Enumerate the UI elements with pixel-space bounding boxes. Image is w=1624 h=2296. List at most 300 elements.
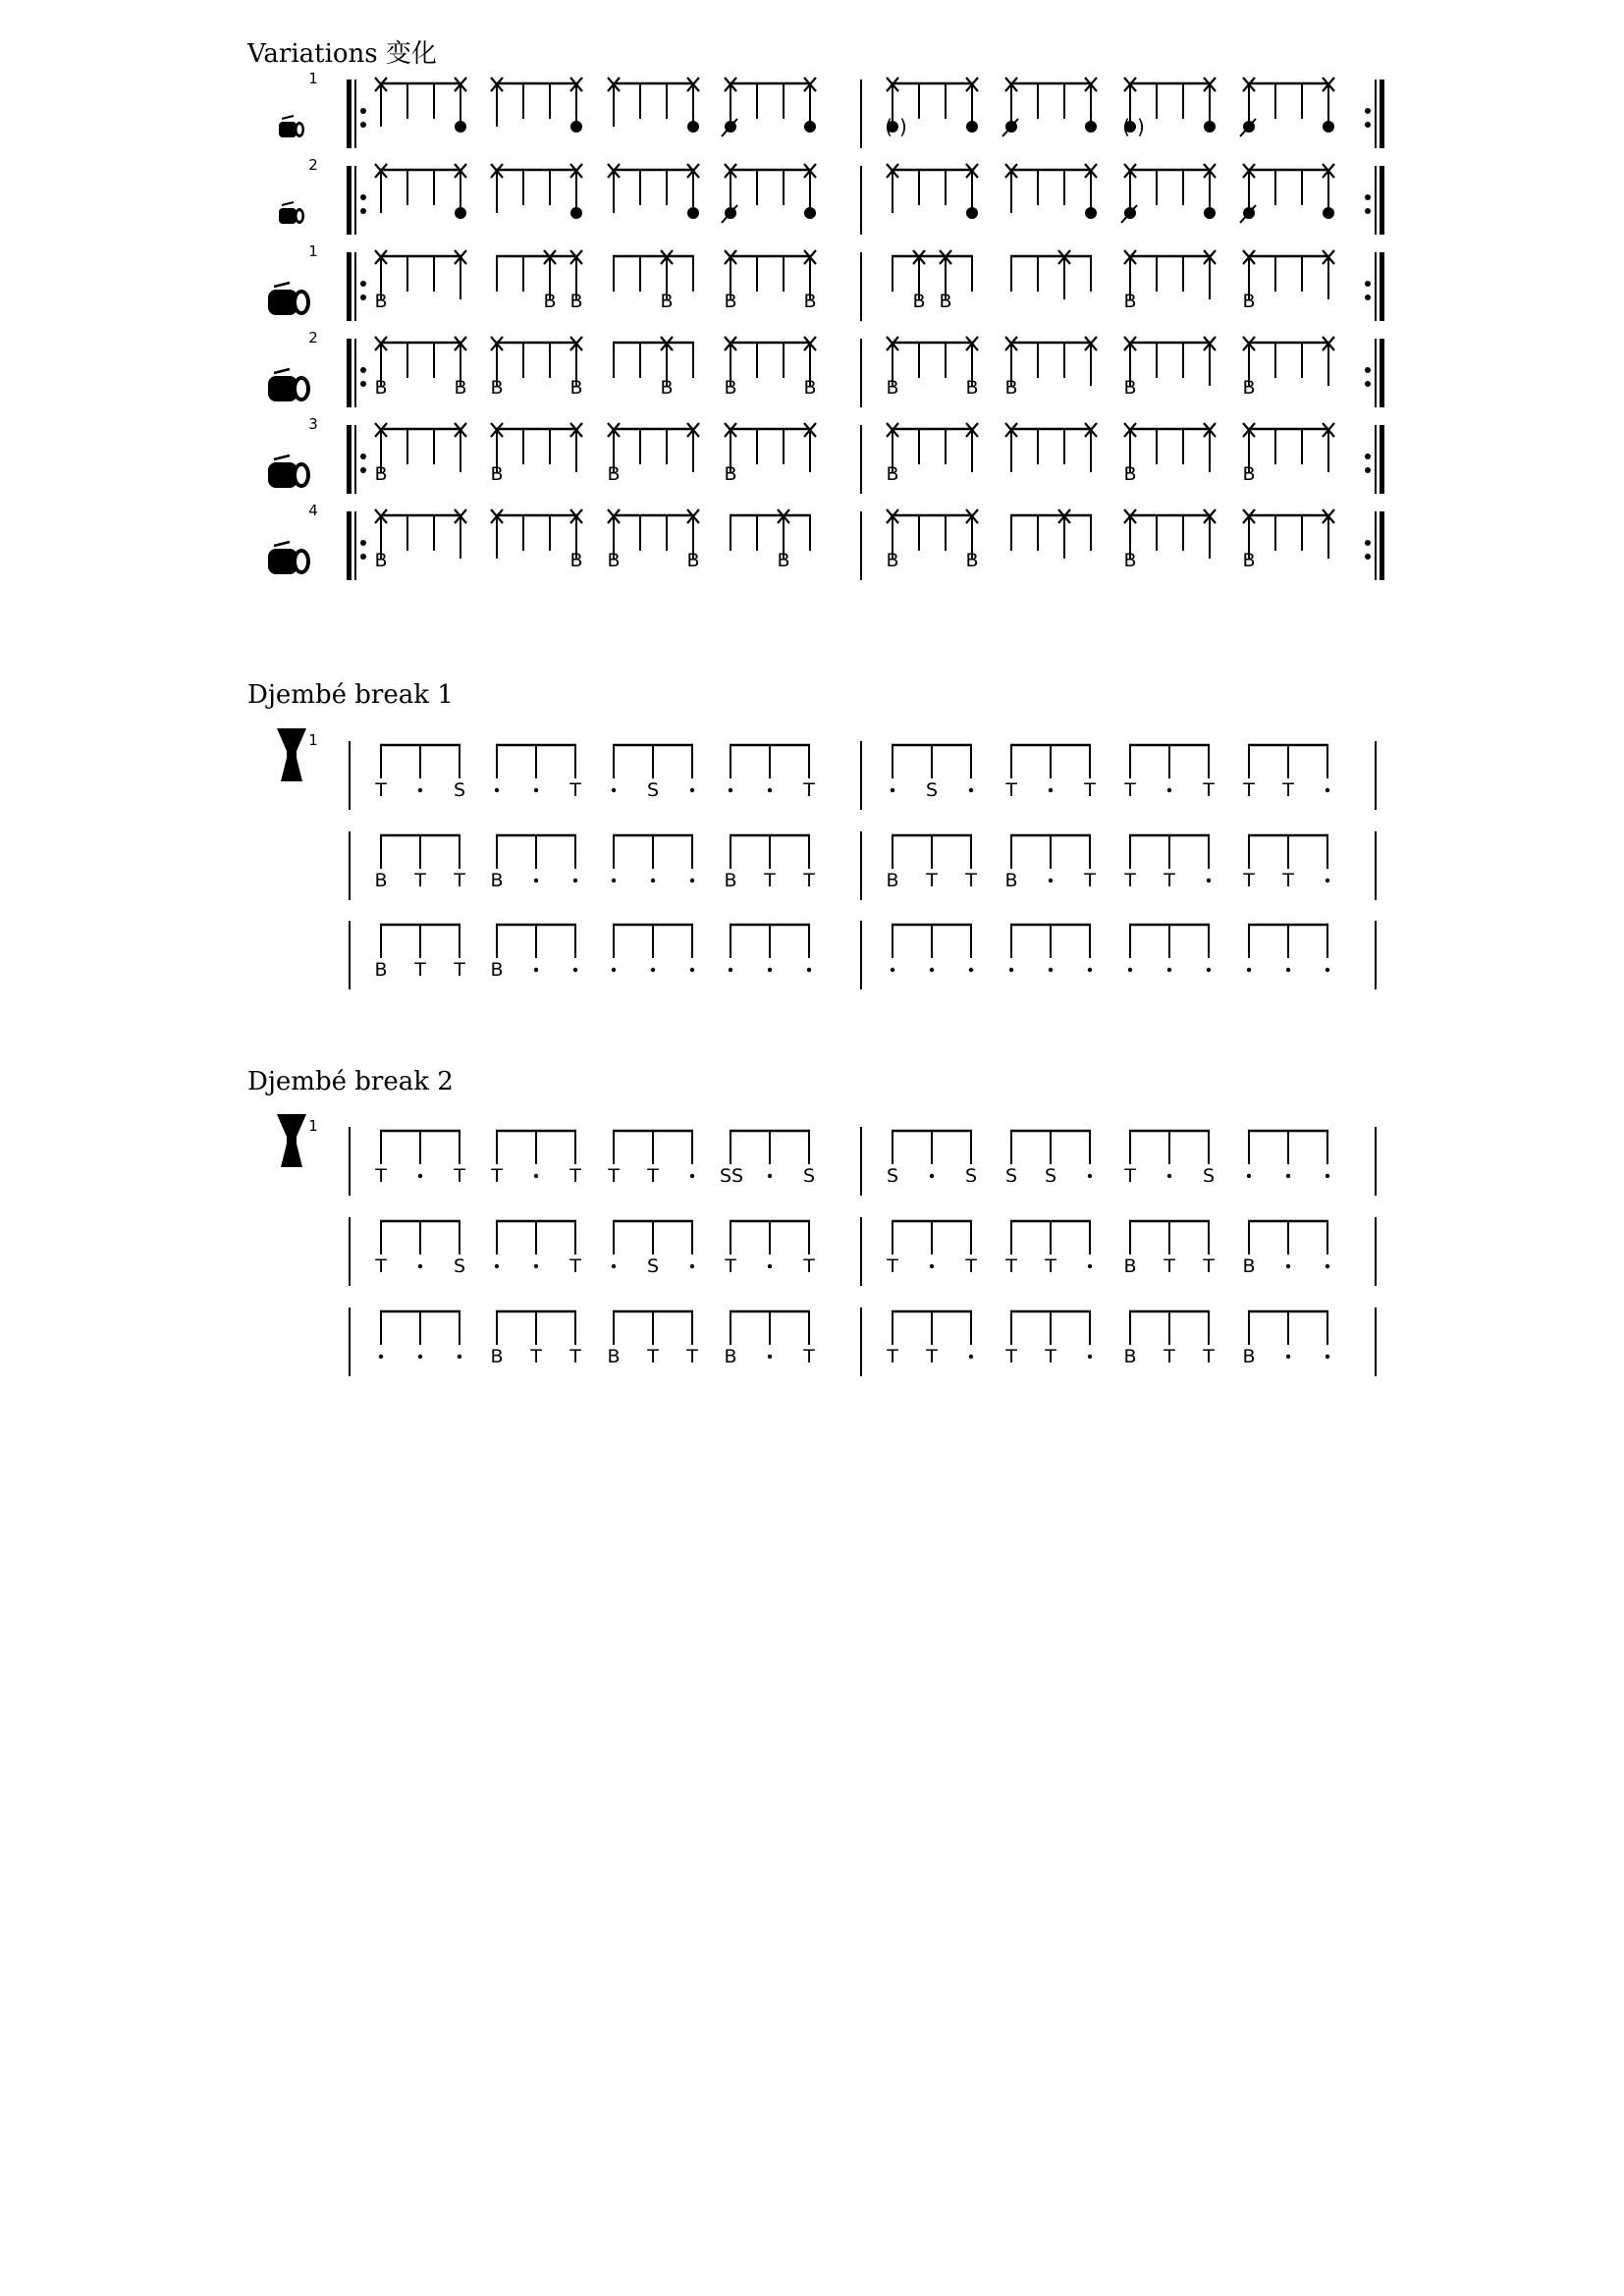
stroke-label: B (1123, 550, 1137, 571)
notation-row (268, 329, 1384, 407)
stroke-label: T (1005, 779, 1017, 801)
stroke-label: B (543, 291, 557, 312)
stroke-label: B (490, 463, 504, 485)
beat-group (374, 509, 466, 571)
bell-dot (1323, 121, 1334, 133)
paren-close: ) (899, 115, 907, 138)
rest-dot (651, 879, 655, 882)
beat-group (1242, 1221, 1329, 1277)
repeat-dot (360, 281, 366, 287)
stroke-label: S (719, 1165, 732, 1187)
stroke-label: B (374, 377, 388, 399)
beat-group (612, 925, 694, 972)
stroke-label: B (374, 550, 388, 571)
bell-dot (687, 207, 699, 219)
stroke-label: B (686, 550, 700, 571)
bell-dot (455, 207, 466, 219)
rest-dot (1247, 968, 1251, 972)
bell-dot (570, 207, 582, 219)
stroke-label: T (1005, 1346, 1017, 1367)
bell-dot (966, 207, 978, 219)
beat-group (885, 78, 978, 138)
repeat-start-thick-bar (347, 252, 352, 321)
row-number: 1 (308, 731, 318, 749)
stroke-label: B (569, 550, 583, 571)
bell-dot (804, 207, 816, 219)
rest-dot (534, 1174, 538, 1178)
stroke-label: S (802, 1165, 816, 1187)
notation-row (277, 1114, 1376, 1196)
stroke-label: B (724, 377, 737, 399)
rest-dot (651, 968, 655, 972)
beat-group (1242, 1311, 1329, 1367)
drum-head-inner (298, 211, 302, 221)
rest-dot (495, 788, 499, 792)
dundun-icon (268, 542, 310, 574)
beat-group (375, 164, 466, 219)
beat-group (491, 78, 582, 133)
beat-group (724, 250, 816, 312)
stroke-label: B (660, 291, 674, 312)
beat-group (612, 745, 694, 801)
rest-dot (1326, 788, 1329, 792)
stroke-label: T (1203, 1346, 1215, 1367)
stroke-label: B (374, 463, 388, 485)
stroke-label: T (926, 870, 938, 891)
repeat-end-thick-bar (1380, 252, 1384, 321)
repeat-dot (360, 108, 366, 114)
rest-dot (930, 1174, 934, 1178)
stroke-label: T (1282, 779, 1294, 801)
stroke-label: B (965, 550, 979, 571)
stroke-label: B (886, 870, 899, 891)
beat-group (1121, 164, 1216, 223)
rest-dot (729, 968, 732, 972)
rest-dot (1049, 788, 1053, 792)
beat-group (1004, 337, 1097, 399)
rest-dot (1088, 1355, 1092, 1359)
repeat-dot (360, 122, 366, 128)
beat-group (1242, 835, 1329, 891)
stroke-label: B (490, 870, 504, 891)
stroke-label: B (886, 377, 899, 399)
stroke-label: B (1123, 463, 1137, 485)
rest-dot (729, 788, 732, 792)
rest-dot (612, 879, 616, 882)
stroke-label: B (1242, 463, 1256, 485)
repeat-dot (1365, 108, 1371, 114)
stroke-label: T (647, 1346, 659, 1367)
beat-group (729, 925, 811, 972)
stroke-label: B (1242, 1255, 1256, 1277)
stroke-label: T (569, 1165, 581, 1187)
rest-dot (1326, 968, 1329, 972)
beat-group (608, 78, 699, 133)
row-number: 1 (308, 70, 318, 87)
stroke-label: B (374, 959, 388, 981)
stroke-label: B (1123, 1346, 1137, 1367)
rest-dot (1167, 1174, 1171, 1178)
stroke-label: T (1164, 1255, 1175, 1277)
stroke-label: B (569, 291, 583, 312)
beat-group (892, 250, 973, 312)
notation-row (350, 1308, 1376, 1376)
repeat-dot (1365, 554, 1371, 560)
section-title-variations: Variations 变化 (247, 39, 437, 69)
repeat-dot (1365, 208, 1371, 214)
notation-row (279, 156, 1384, 235)
notation-row (268, 502, 1384, 580)
rest-dot (1326, 1264, 1329, 1268)
stroke-label: S (646, 779, 660, 801)
beat-group (491, 509, 583, 571)
rest-dot (534, 879, 538, 882)
stroke-label: B (803, 377, 817, 399)
beat-group (495, 1221, 581, 1277)
bell-dot (966, 121, 978, 133)
stroke-label: B (607, 463, 621, 485)
drum-stick (274, 455, 290, 459)
stroke-label: T (1243, 870, 1255, 891)
rest-dot (1088, 968, 1092, 972)
repeat-end-thick-bar (1380, 425, 1384, 494)
stroke-label: T (414, 870, 426, 891)
drum-stick (274, 283, 290, 287)
stroke-label: B (1004, 377, 1018, 399)
rest-dot (1167, 788, 1171, 792)
rest-dot (930, 968, 934, 972)
notation-row (277, 728, 1376, 810)
beat-group (374, 250, 466, 312)
bell-dot (687, 121, 699, 133)
beat-group (887, 1131, 977, 1187)
stroke-label: T (803, 870, 815, 891)
rest-dot (1207, 968, 1211, 972)
stroke-label: T (803, 779, 815, 801)
beat-group (1240, 164, 1334, 223)
stroke-label: T (569, 1255, 581, 1277)
beat-group (724, 1311, 815, 1367)
stroke-label: T (375, 1255, 387, 1277)
drum-head-inner (297, 553, 306, 570)
rest-dot (930, 1264, 934, 1268)
rest-dot (534, 968, 538, 972)
rest-dot (458, 1355, 461, 1359)
stroke-label: T (454, 870, 465, 891)
beat-group (607, 423, 699, 485)
beat-group (607, 1311, 698, 1367)
stroke-label: T (1282, 870, 1294, 891)
beat-group (1123, 423, 1216, 485)
beat-group (612, 835, 694, 882)
rest-dot (891, 788, 894, 792)
dundun-icon (268, 369, 310, 401)
djembe-body (277, 1114, 306, 1167)
beat-group (490, 835, 577, 891)
rest-dot (1326, 1355, 1329, 1359)
stroke-label: T (887, 1255, 898, 1277)
beat-group (730, 509, 811, 571)
stroke-label: T (764, 870, 776, 891)
stroke-label: T (965, 870, 977, 891)
beat-group (1123, 250, 1216, 312)
beat-group (1004, 1221, 1092, 1277)
rest-dot (495, 1264, 499, 1268)
rest-dot (768, 1355, 772, 1359)
stroke-label: B (490, 1346, 504, 1367)
stroke-label: S (964, 1165, 978, 1187)
bell-dot (1323, 207, 1334, 219)
repeat-dot (1365, 381, 1371, 387)
beat-group (720, 1131, 815, 1187)
rest-dot (807, 968, 811, 972)
beat-group (375, 78, 466, 133)
rest-dot (1049, 879, 1053, 882)
rest-dot (1088, 1174, 1092, 1178)
repeat-dot (1365, 281, 1371, 287)
rest-dot (768, 1174, 772, 1178)
stroke-label: T (569, 1346, 581, 1367)
beat-group (374, 1221, 465, 1277)
beat-group (495, 745, 581, 801)
beat-group (1242, 337, 1334, 399)
beat-group (891, 745, 973, 801)
row-number: 2 (308, 156, 318, 174)
stroke-label: B (1242, 550, 1256, 571)
stroke-label: T (1084, 870, 1096, 891)
beat-group (379, 1311, 461, 1359)
beat-group (1004, 835, 1096, 891)
stroke-label: T (1203, 1255, 1215, 1277)
repeat-dot (360, 467, 366, 473)
stroke-label: S (886, 1165, 899, 1187)
rest-dot (768, 1264, 772, 1268)
rest-dot (969, 968, 973, 972)
stroke-label: B (886, 463, 899, 485)
stroke-label: T (647, 1165, 659, 1187)
beat-group (1242, 250, 1334, 312)
stroke-label: B (1242, 377, 1256, 399)
repeat-dot (1365, 294, 1371, 300)
row-number: 1 (308, 1117, 318, 1135)
bell-dot (1085, 207, 1097, 219)
repeat-end-thick-bar (1380, 511, 1384, 580)
beat-group (374, 925, 465, 981)
rest-dot (969, 788, 973, 792)
stroke-label: S (731, 1165, 744, 1187)
stroke-label: S (925, 779, 939, 801)
beat-group (1005, 423, 1097, 472)
beat-group (607, 1131, 694, 1187)
notation-row (350, 831, 1376, 900)
rest-dot (573, 968, 577, 972)
repeat-dot (360, 294, 366, 300)
beat-group (1123, 745, 1215, 801)
drum-body (279, 122, 297, 137)
rest-dot (612, 1264, 616, 1268)
stroke-label: S (1044, 1165, 1057, 1187)
beat-group (886, 423, 978, 485)
rest-dot (1286, 968, 1290, 972)
rest-dot (379, 1355, 383, 1359)
beat-group (886, 1221, 977, 1277)
beat-group (1002, 78, 1097, 136)
stroke-label: S (453, 1255, 466, 1277)
kenkeni-icon (279, 116, 304, 137)
stroke-label: T (375, 1165, 387, 1187)
stroke-label: T (1164, 870, 1175, 891)
stroke-label: T (569, 779, 581, 801)
beat-group (886, 835, 977, 891)
rest-dot (768, 968, 772, 972)
stroke-label: B (803, 291, 817, 312)
stroke-label: T (803, 1346, 815, 1367)
beat-group (722, 78, 816, 136)
rest-dot (1247, 1174, 1251, 1178)
paren-open: ( (885, 115, 893, 138)
repeat-dot (360, 554, 366, 560)
beat-group (608, 164, 699, 219)
row-number: 1 (308, 242, 318, 260)
stroke-label: B (724, 463, 737, 485)
drum-head-inner (297, 294, 306, 311)
stroke-label: B (1123, 377, 1137, 399)
bell-dot (570, 121, 582, 133)
rest-dot (690, 968, 694, 972)
beat-group (1004, 1311, 1092, 1367)
rest-dot (612, 968, 616, 972)
stroke-label: T (1243, 779, 1255, 801)
repeat-start-thick-bar (347, 339, 352, 407)
repeat-start-thick-bar (347, 80, 352, 148)
rest-dot (534, 1264, 538, 1268)
stroke-label: S (1202, 1165, 1216, 1187)
rest-dot (690, 788, 694, 792)
beat-group (490, 423, 582, 485)
beat-group (491, 164, 582, 219)
stroke-label: T (686, 1346, 698, 1367)
stroke-label: T (530, 1346, 542, 1367)
beat-group (1010, 509, 1092, 559)
stroke-label: T (375, 779, 387, 801)
drum-stick (274, 542, 290, 546)
dundun-icon (268, 455, 310, 488)
stroke-label: T (1124, 870, 1136, 891)
rest-dot (1167, 968, 1171, 972)
beat-group (1128, 925, 1211, 972)
rest-dot (1049, 968, 1053, 972)
beat-group (1009, 925, 1092, 972)
rest-dot (418, 1264, 422, 1268)
stroke-label: T (454, 1165, 465, 1187)
stroke-label: T (965, 1255, 977, 1277)
stroke-label: B (454, 377, 467, 399)
rest-dot (573, 879, 577, 882)
beat-group (1005, 164, 1097, 219)
rest-dot (418, 788, 422, 792)
stroke-label: T (414, 959, 426, 981)
beat-group (490, 1131, 581, 1187)
row-number: 4 (308, 502, 318, 519)
repeat-start-thick-bar (347, 166, 352, 235)
stroke-label: B (724, 1346, 737, 1367)
notation-row (350, 921, 1376, 989)
stroke-label: B (912, 291, 926, 312)
stroke-label: T (1164, 1346, 1175, 1367)
stroke-label: B (660, 377, 674, 399)
beat-group (724, 1221, 815, 1277)
kenkeni-icon (279, 202, 304, 224)
notation-row (268, 415, 1384, 494)
drum-body (279, 208, 297, 224)
stroke-label: B (607, 1346, 621, 1367)
beat-group (1123, 509, 1216, 571)
notation-row (279, 70, 1384, 148)
rest-dot (418, 1174, 422, 1178)
stroke-label: T (926, 1346, 938, 1367)
rest-dot (1326, 1174, 1329, 1178)
stroke-label: B (939, 291, 952, 312)
beat-group (1240, 78, 1334, 136)
stroke-label: B (1242, 291, 1256, 312)
bell-dot (1204, 207, 1216, 219)
repeat-dot (1365, 367, 1371, 373)
row-number: 3 (308, 415, 318, 433)
stroke-label: T (1084, 779, 1096, 801)
repeat-dot (360, 367, 366, 373)
stroke-label: B (724, 870, 737, 891)
beat-group (1123, 1131, 1215, 1187)
beat-group (1123, 1221, 1215, 1277)
stroke-label: B (374, 291, 388, 312)
stroke-label: B (1242, 1346, 1256, 1367)
beat-group (613, 250, 694, 312)
stroke-label: T (1045, 1346, 1056, 1367)
stroke-label: B (1123, 291, 1137, 312)
rest-dot (612, 788, 616, 792)
beat-group (886, 1311, 973, 1367)
stroke-label: S (646, 1255, 660, 1277)
beat-group (729, 745, 815, 801)
stroke-label: T (1203, 779, 1215, 801)
stroke-label: B (1004, 870, 1018, 891)
section-title-break1: Djembé break 1 (247, 680, 454, 710)
stroke-label: B (777, 550, 790, 571)
rest-dot (969, 1355, 973, 1359)
rest-dot (1286, 1355, 1290, 1359)
rest-dot (1326, 879, 1329, 882)
notation-row (350, 1217, 1376, 1286)
djembe-icon (277, 1114, 306, 1167)
row-number: 2 (308, 329, 318, 347)
repeat-dot (1365, 467, 1371, 473)
rest-dot (891, 968, 894, 972)
stroke-label: B (607, 550, 621, 571)
rest-dot (1286, 1264, 1290, 1268)
beat-group (1242, 509, 1334, 571)
beat-group (724, 835, 815, 891)
beat-group (374, 1131, 465, 1187)
stroke-label: S (1004, 1165, 1018, 1187)
beat-group (891, 925, 973, 972)
section-title-break2: Djembé break 2 (247, 1067, 454, 1096)
beat-group (374, 835, 465, 891)
beat-group (1005, 1131, 1092, 1187)
drum-head-inner (297, 380, 306, 398)
stroke-label: B (886, 550, 899, 571)
stroke-label: B (490, 377, 504, 399)
rest-dot (1009, 968, 1013, 972)
